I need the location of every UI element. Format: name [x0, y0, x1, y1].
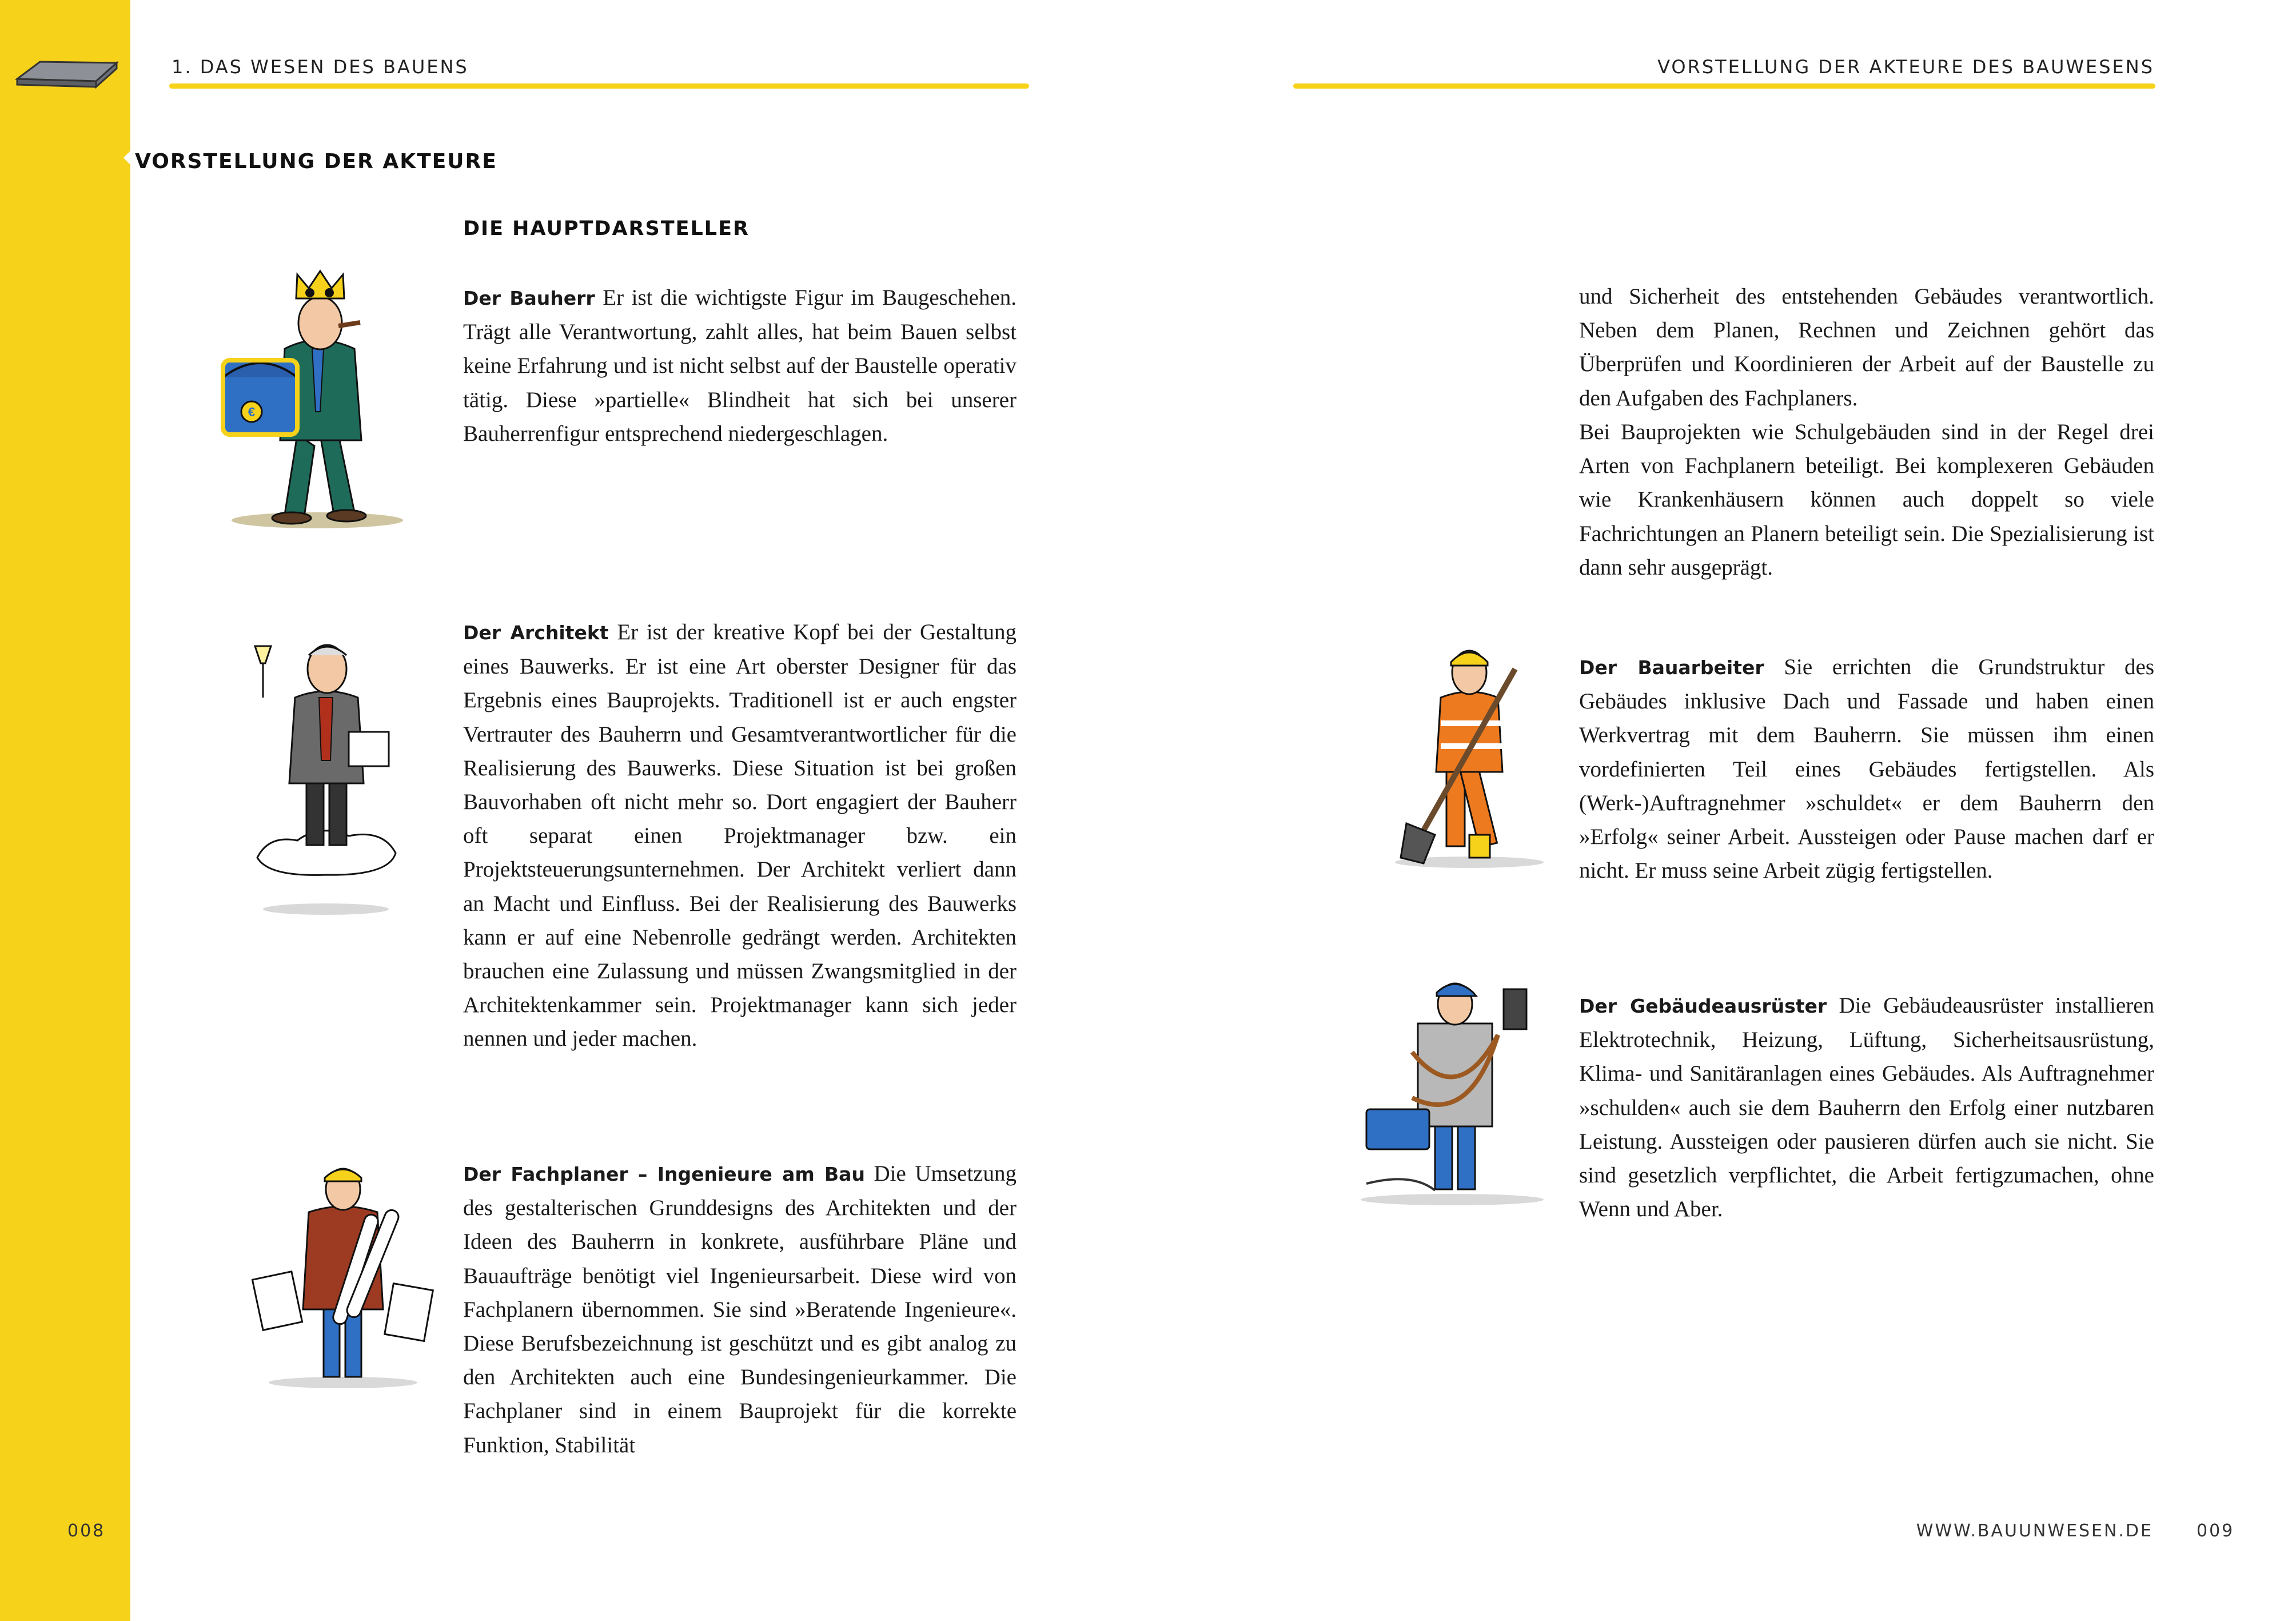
entry-bauarbeiter	[1579, 650, 2154, 887]
website-url[interactable]: WWW.BAUUNWESEN.DE	[1916, 1521, 2153, 1541]
entry-bauarbeiter-name: Der Bauarbeiter	[1579, 656, 1764, 679]
fachplaner-continuation-2: Bei Bauprojekten wie Schulgebäuden sind in der Regel drei Arten von Fachplanern beteiligt. Bei komplexeren Gebäuden wie Krankenhäusern können auch doppelt so viele Fachrichtungen an Planern beteiligt sein. Die Spezialisierung ist dann sehr ausgeprägt.	[1579, 420, 2154, 580]
entry-fachplaner-name: Der Fachplaner – Ingenieure am Bau	[463, 1163, 865, 1185]
entry-ausruester-name: Der Gebäudeausrüster	[1579, 995, 1827, 1017]
entry-bauarbeiter-text: Sie errichten die Grundstruktur des Gebäudes inklusive Dach und Fassade und haben einen Werkvertrag mit dem Bauherrn. Sie müssen ihm einen vordefinierten Teil eines Gebäudes fertigstellen. Als (Werk-)Auftragnehmer »schuldet« er dem Bauherrn den »Erfolg« seiner Arbeit. Aussteigen oder Pause machen darf er nicht. Er muss seine Arbeit zügig fertigstellen.	[1579, 655, 2154, 883]
entry-bauherr	[463, 281, 1017, 451]
header-rule-left	[169, 83, 1029, 89]
entry-bauherr-text: Er ist die wichtigste Figur im Baugeschehen. Trägt alle Verantwortung, zahlt alles, hat beim Bauen selbst keine Erfahrung und ist nicht selbst auf der Baustelle operativ tätig. Diese »partielle« Blindheit hat sich bei unserer Bauherrenfigur entsprechend niedergeschlagen.	[463, 285, 1017, 446]
running-head-right: VORSTELLUNG DER AKTEURE DES BAUWESENS	[1657, 56, 2154, 78]
subheading: DIE HAUPTDARSTELLER	[463, 217, 750, 240]
section-marker	[123, 150, 131, 166]
running-head-left: 1. DAS WESEN DES BAUENS	[172, 56, 469, 78]
entry-architekt	[463, 615, 1017, 1056]
ausruester-illustration	[1344, 966, 1561, 1206]
entry-architekt-text: Er ist der kreative Kopf bei der Gestaltung eines Bauwerks. Er ist eine Art oberster Designer für das Ergebnis eines Bauprojekts. Traditionell ist er auch engster Vertrauter des Bauherrn und Gesamtverantwortlicher für die Realisierung des Bauwerks. Diese Situation ist bei großen Bauvorhaben oft nicht mehr so. Dort engagiert der Bauherr oft separat einen Projektmanager bzw. ein Projektsteuerungsunternehmen. Der Architekt verliert dann an Macht und Einfluss. Bei der Realisierung des Bauwerks kann er auf eine Nebenrolle gedrängt werden. Architekten brauchen eine Zulassung und müssen Zwangsmitglied in der Architektenkammer sein. Projektmanager kann sich jeder nennen und jeder machen.	[463, 620, 1017, 1052]
euro-symbol: €	[248, 405, 256, 419]
fachplaner-continuation: und Sicherheit des entstehenden Gebäudes verantwortlich. Neben dem Planen, Rechnen und Zeichnen gehört das Überprüfen und Koordinieren der Arbeit auf der Baustelle zu den Aufgaben des Fachplaners.	[1579, 284, 2154, 411]
page-number-left: 008	[67, 1521, 106, 1541]
bauherr-illustration	[212, 263, 423, 532]
entry-fachplaner-text: Die Umsetzung des gestalterischen Grunddesigns des Architekten und der Ideen des Bauherrn in konkrete, ausführbare Pläne und Bauaufträge benötigt viel Ingenieursarbeit. Diese wird von Fachplanern übernommen. Sie sind »Beratende Ingenieure«. Diese Berufsbezeichnung ist geschützt und es gibt analog zu den Architekten auch eine Bundesingenieurkammer. Die Fachplaner sind in einem Bauprojekt für die korrekte Funktion, Stabilität	[463, 1161, 1017, 1457]
fachplaner-illustration	[252, 1161, 435, 1389]
architekt-illustration	[246, 623, 406, 921]
page-number-right: 009	[2197, 1521, 2235, 1541]
entry-ausruester	[1579, 989, 2154, 1226]
yellow-side-band	[0, 0, 130, 1621]
book-icon	[13, 57, 121, 91]
bauarbeiter-illustration	[1384, 635, 1555, 869]
header-rule-right	[1293, 83, 2155, 89]
entry-architekt-name: Der Architekt	[463, 622, 609, 644]
section-title: VORSTELLUNG DER AKTEURE	[135, 150, 497, 173]
entry-ausruester-text: Die Gebäudeausrüster installieren Elektrotechnik, Heizung, Lüftung, Sicherheitsausrüstung, Klima- und Sanitäranlagen eines Gebäudes. Als Auftragnehmer »schulden« auch sie dem Bauherrn den Erfolg einer nutzbaren Leistung. Aussteigen oder pausieren dürfen auch sie nicht. Sie sind gesetzlich verpflichtet, die Arbeit fertigzumachen, ohne Wenn und Aber.	[1579, 993, 2155, 1222]
entry-fachplaner	[463, 1157, 1017, 1462]
entry-bauherr-name: Der Bauherr	[463, 287, 595, 309]
